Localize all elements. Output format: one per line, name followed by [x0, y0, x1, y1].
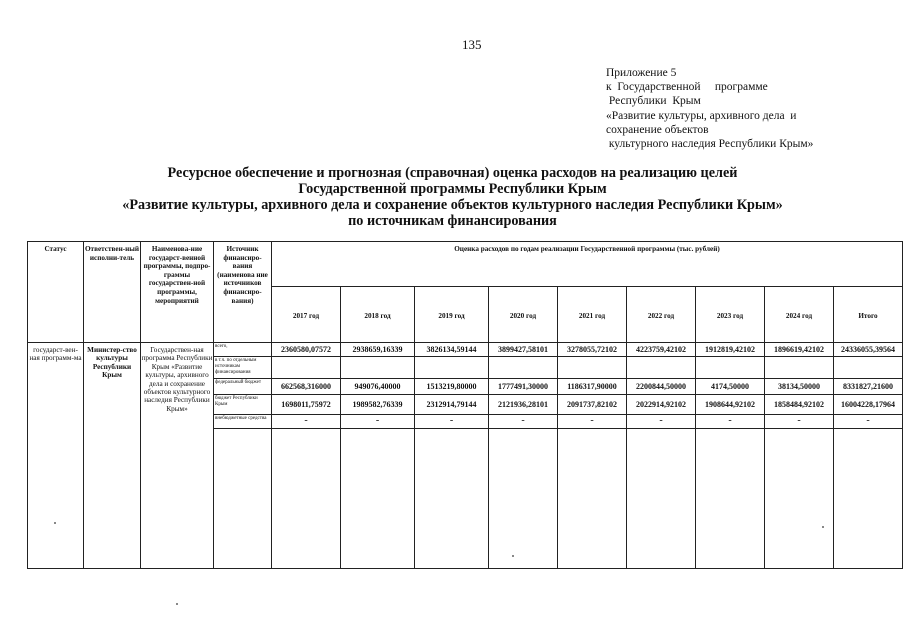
header-program-name: Наименова-ние государст-венной программы, подпро-граммы государствен-ной программы, мероприятий	[141, 242, 214, 343]
value-federal: 949076,40000	[341, 379, 415, 395]
appendix-note	[606, 66, 813, 151]
value-federal-sum: 8331827,21600	[834, 379, 903, 395]
status-cell: государст-вен-ная программ-ма	[28, 343, 84, 569]
empty-cell	[489, 357, 558, 379]
empty-cell	[834, 357, 903, 379]
document-title	[0, 165, 905, 229]
value-federal: 4174,50000	[696, 379, 765, 395]
source-total: всего,	[214, 343, 272, 357]
value-federal: 1513219,80000	[415, 379, 489, 395]
value-total: 4223759,42102	[627, 343, 696, 357]
empty-cell	[214, 429, 272, 569]
year-header-total: Итого	[834, 287, 903, 343]
value-regional: 1989582,76339	[341, 395, 415, 415]
value-total-sum: 24336055,39564	[834, 343, 903, 357]
scan-speck	[822, 526, 824, 528]
empty-cell	[489, 429, 558, 569]
empty-cell	[696, 429, 765, 569]
source-regional: бюджет Республики Крым	[214, 395, 272, 415]
empty-cell	[558, 357, 627, 379]
value-regional: 2022914,92102	[627, 395, 696, 415]
resource-table	[27, 241, 903, 569]
value-offbudget: -	[341, 415, 415, 429]
value-regional: 2121936,28101	[489, 395, 558, 415]
scan-speck	[512, 555, 514, 557]
scan-speck	[176, 603, 178, 605]
year-header: 2020 год	[489, 287, 558, 343]
appendix-line: Республики Крым	[606, 95, 701, 108]
empty-cell	[696, 357, 765, 379]
empty-cell	[765, 429, 834, 569]
value-federal: 2200844,50000	[627, 379, 696, 395]
page-number: 135	[462, 37, 482, 52]
value-offbudget: -	[272, 415, 341, 429]
appendix-line: культурного наследия Республики Крым»	[606, 138, 814, 151]
year-header: 2019 год	[415, 287, 489, 343]
value-regional: 1698011,75972	[272, 395, 341, 415]
value-regional: 2091737,82102	[558, 395, 627, 415]
value-regional: 2312914,79144	[415, 395, 489, 415]
title-line: «Развитие культуры, архивного дела и сохранение объектов культурного наследия Республики Крым»	[122, 197, 783, 213]
value-offbudget: -	[558, 415, 627, 429]
value-offbudget: -	[489, 415, 558, 429]
appendix-line: «Развитие культуры, архивного дела и	[606, 109, 797, 122]
value-regional-sum: 16004228,17964	[834, 395, 903, 415]
empty-cell	[341, 357, 415, 379]
source-offbudget: внебюджетные средства	[214, 415, 272, 429]
empty-cell	[415, 357, 489, 379]
empty-cell	[558, 429, 627, 569]
value-federal: 38134,50000	[765, 379, 834, 395]
header-status: Статус	[28, 242, 84, 343]
appendix-line: Приложение 5	[606, 67, 677, 79]
appendix-line: к Государственной программе	[606, 81, 768, 94]
value-federal: 1186317,90000	[558, 379, 627, 395]
empty-cell	[415, 429, 489, 569]
year-header: 2017 год	[272, 287, 341, 343]
value-total: 2360580,07572	[272, 343, 341, 357]
value-federal: 1777491,30000	[489, 379, 558, 395]
year-header: 2021 год	[558, 287, 627, 343]
source-federal: федеральный бюджет	[214, 379, 272, 395]
title-line: по источникам финансирования	[348, 213, 557, 229]
empty-cell	[834, 429, 903, 569]
value-offbudget-sum: -	[834, 415, 903, 429]
value-total: 1896619,42102	[765, 343, 834, 357]
value-federal: 662568,316000	[272, 379, 341, 395]
value-offbudget: -	[765, 415, 834, 429]
title-line: Государственной программы Республики Крым	[298, 181, 607, 197]
source-by-sources: в т.ч. по отдельным источникам финансирования	[214, 357, 272, 379]
empty-cell	[272, 357, 341, 379]
appendix-line: сохранение объектов	[606, 123, 709, 136]
executor-cell: Министер-ство культуры Республики Крым	[84, 343, 141, 569]
empty-cell	[341, 429, 415, 569]
header-source: Источник финансиро-вания (наименова ние источников финансиро-вания)	[214, 242, 272, 343]
empty-cell	[627, 429, 696, 569]
year-header: 2024 год	[765, 287, 834, 343]
value-total: 3899427,58101	[489, 343, 558, 357]
value-regional: 1908644,92102	[696, 395, 765, 415]
header-estimate: Оценка расходов по годам реализации Государственной программы (тыс. рублей)	[272, 242, 903, 287]
empty-cell	[627, 357, 696, 379]
value-offbudget: -	[627, 415, 696, 429]
year-header: 2018 год	[341, 287, 415, 343]
value-offbudget: -	[415, 415, 489, 429]
empty-cell	[765, 357, 834, 379]
value-total: 3826134,59144	[415, 343, 489, 357]
value-regional: 1858484,92102	[765, 395, 834, 415]
value-total: 1912819,42102	[696, 343, 765, 357]
scan-speck	[54, 522, 56, 524]
year-header: 2022 год	[627, 287, 696, 343]
title-line: Ресурсное обеспечение и прогнозная (справочная) оценка расходов на реализацию целей	[167, 165, 738, 181]
program-cell: Государствен-ная программа Республики Крым «Развитие культуры, архивного дела и сохранение объектов культурного наследия Республики Крым»	[141, 343, 214, 569]
value-total: 2938659,16339	[341, 343, 415, 357]
empty-cell	[272, 429, 341, 569]
year-header: 2023 год	[696, 287, 765, 343]
value-offbudget: -	[696, 415, 765, 429]
value-total: 3278055,72102	[558, 343, 627, 357]
header-executor: Ответствен-ный исполни-тель	[84, 242, 141, 343]
